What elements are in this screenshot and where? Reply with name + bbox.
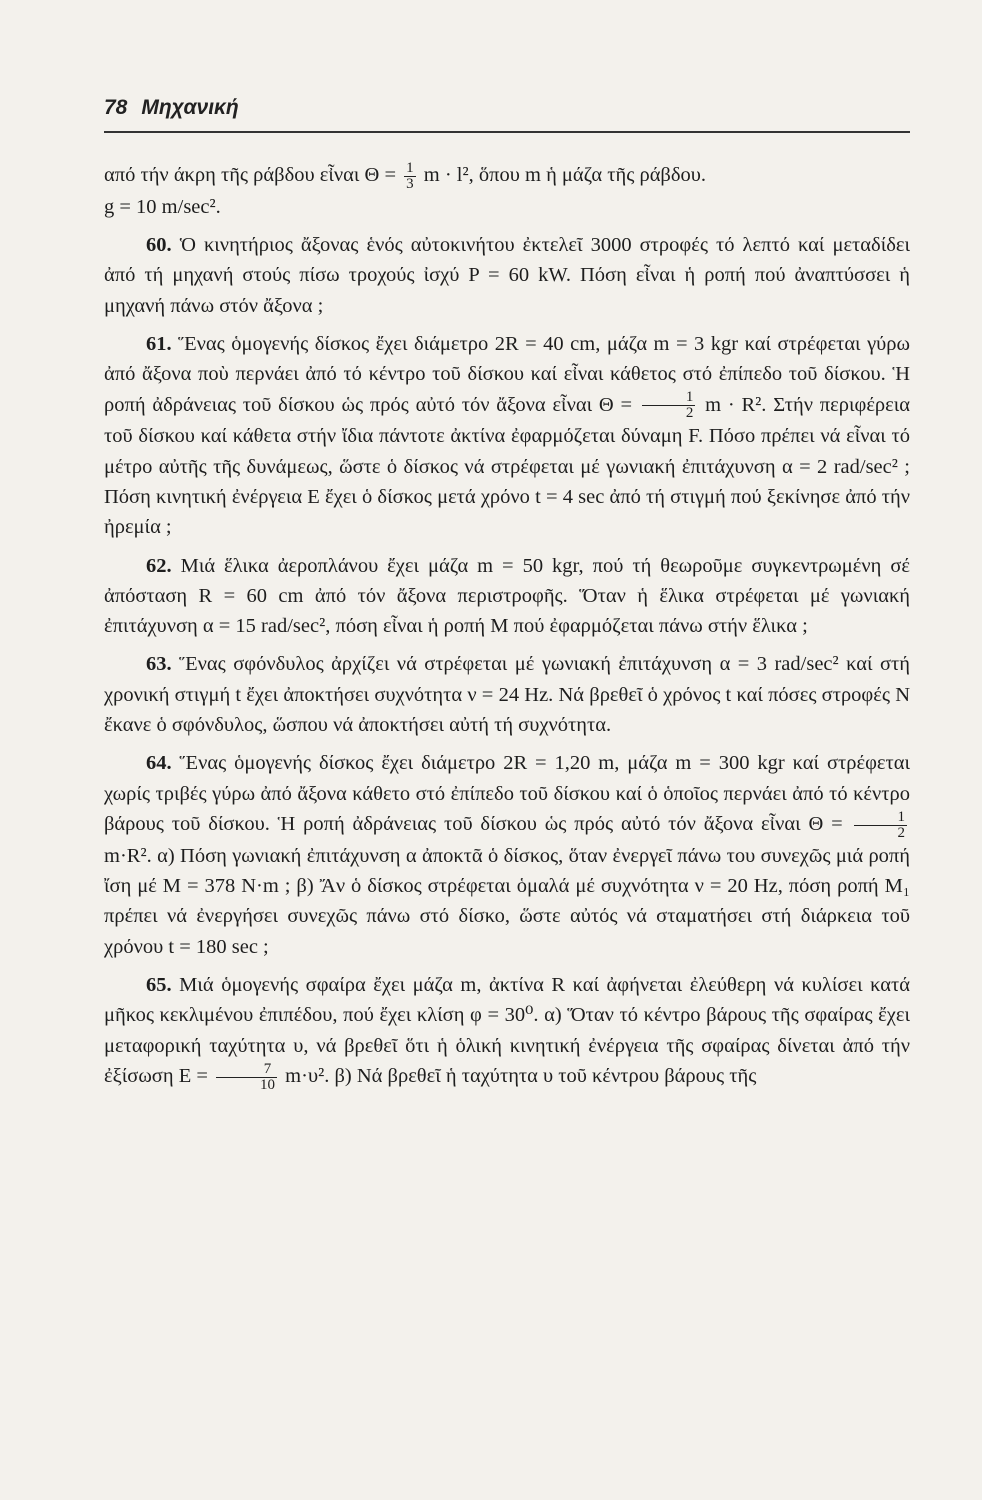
problem-text: Ὁ κινητήριος ἄξονας ἑνός αὐτοκινήτου ἐκτελεῖ 3000 στροφές τό λεπτό καί μεταδίδει ἀπό τή μηχανή στούς πίσω τροχούς ἰσχύ P = 60 kW. Πόση εἶναι ἡ ροπή πού ἀναπτύσσει ἡ μηχανή πάνω στόν ἄξονα ; <box>104 234 910 317</box>
problem-text: Μιά ἕλικα ἀεροπλάνου ἔχει μάζα m = 50 kgr, πού τή θεωροῦμε συγκεντρωμένη σέ ἀπόσταση R = 60 cm ἀπό τόν ἄξονα περιστροφῆς. Ὅταν ἡ ἕλικα στρέφεται μέ γωνιακή ἐπιτάχυνση α = 15 rad/sec², πόση εἶναι ἡ ροπή M πού ἐφαρμόζεται πάνω στήν ἕλικα ; <box>104 554 910 638</box>
page-header <box>104 96 910 120</box>
problem-text-end: m·υ². β) Νά βρεθεῖ ἡ ταχύτητα υ τοῦ κέντρου βάρους τῆς <box>285 1064 757 1087</box>
problem-text-end: m·R². α) Πόση γωνιακή ἐπιτάχυνση α ἀποκτᾶ ὁ δίσκος, ὅταν ἐνεργεῖ πάνω του συνεχῶς μιά ροπή ἴση μέ M = 378 N·m ; β) Ἄν ὁ δίσκος στρέφεται ὁμαλά μέ συχνότητα ν = 20 Hz, πόση ροπή M₁ πρέπει νά ἐνεργήσει συνεχῶς πάνω στό δίσκο, ὥστε αὐτός νά σταματήσει στή διάρκεια τοῦ χρόνου t = 180 sec ; <box>104 844 910 958</box>
problem-number: 60. <box>146 234 172 257</box>
intro-gravity-value: g = 10 m/sec². <box>104 195 221 218</box>
problem-text-start: Μιά ὁμογενής σφαίρα ἔχει μάζα m, ἀκτίνα R καί ἀφήνεται ἐλεύθερη νά κυλίσει κατά μῆκος κεκλιμένου ἐπιπέδου, πού ἔχει κλίση φ = 30⁰. α) Ὅταν τό κέντρο βάρους τῆς σφαίρας ἔχει μεταφορική ταχύτητα υ, νά βρεθεῖ ὅτι ἡ ὁλική κινητική ἐνέργεια τῆς σφαίρας δίνεται ἀπό τήν ἐξίσωση E = <box>104 973 910 1087</box>
fraction <box>404 161 416 192</box>
fraction <box>642 390 696 421</box>
problem-text-start: Ἕνας ὁμογενής δίσκος ἔχει διάμετρο 2R = 40 cm, μάζα m = 3 kgr καί στρέφεται γύρω ἀπό ἄξονα ποὺ περνάει ἀπό τό κέντρο τοῦ δίσκου καί εἶναι κάθετος στό ἐπίπεδο τοῦ δίσκου. Ἡ ροπή ἀδράνειας τοῦ δίσκου ὡς πρός αὐτό τόν ἄξονα εἶναι Θ = <box>104 332 910 416</box>
header-rule <box>104 131 910 133</box>
problem-number: 61. <box>146 332 172 355</box>
fraction-numerator: 1 <box>854 810 908 826</box>
problem-62 <box>104 551 910 642</box>
problem-text: Ἕνας σφόνδυλος ἀρχίζει νά στρέφεται μέ γωνιακή ἐπιτάχυνση α = 3 rad/sec² καί στή χρονική στιγμή t ἔχει ἀποκτήσει συχνότητα ν = 24 Hz. Νά βρεθεῖ ὁ χρόνος t καί πόσες στροφές N ἔκανε ὁ σφόνδυλος, ὥσπου νά ἀποκτήσει αὐτή τή συχνότητα. <box>104 653 910 737</box>
fraction-denominator: 10 <box>260 1076 276 1093</box>
problem-number: 65. <box>146 973 172 996</box>
problem-number: 62. <box>146 554 172 577</box>
fraction-denominator: 2 <box>685 405 694 422</box>
intro-text-start: από τήν άκρη τῆς ράβδου εἶναι Θ = <box>104 164 397 186</box>
fraction-numerator: 1 <box>406 159 414 176</box>
fraction-numerator: 1 <box>642 390 696 406</box>
page-number: 78 <box>104 96 128 119</box>
problem-number: 64. <box>146 752 172 775</box>
fraction <box>216 1062 277 1093</box>
intro-paragraph <box>104 160 910 222</box>
running-title: Μηχανική <box>141 96 239 119</box>
fraction-denominator: 2 <box>897 824 906 841</box>
problem-60 <box>104 230 910 321</box>
problem-64 <box>104 748 910 962</box>
problem-61 <box>104 329 910 543</box>
fraction-numerator: 7 <box>216 1062 277 1078</box>
problem-number: 63. <box>146 653 172 676</box>
fraction-denominator: 3 <box>406 175 414 192</box>
fraction <box>854 810 908 841</box>
problem-65 <box>104 970 910 1093</box>
problem-text-start: Ἕνας ὁμογενής δίσκος ἔχει διάμετρο 2R = 1,20 m, μάζα m = 300 kgr καί στρέφεται χωρίς τριβές γύρω ἀπό ἄξονα κάθετο στό ἐπίπεδο τοῦ δίσκου καί ὁ ὁποῖος περνάει ἀπό τό κέντρο βάρους τοῦ δίσκου. Ἡ ροπή ἀδράνειας τοῦ δίσκου ὡς πρός αὐτό τόν ἄξονα εἶναι Θ = <box>104 752 911 835</box>
intro-text-end: m · l², ὅπου m ἡ μάζα τῆς ράβδου. <box>423 164 707 186</box>
problem-63 <box>104 649 910 740</box>
page-body <box>104 160 910 1093</box>
problem-text-end: m · R². Στήν περιφέρεια τοῦ δίσκου καί κάθετα στήν ἴδια πάντοτε ἀκτίνα ἐφαρμόζεται δύναμη F. Πόσο πρέπει νά εἶναι τό μέτρο αὐτῆς τῆς δυνάμεως, ὥστε ὁ δίσκος νά στρέφεται μέ γωνιακή ἐπιτάχυνση α = 2 rad/sec² ; Πόση κινητική ἐνέργεια E ἔχει ὁ δίσκος μετά χρόνο t = 4 sec ἀπό τή στιγμή πού ξεκίνησε ἀπό τήν ἠρεμία ; <box>104 393 911 539</box>
